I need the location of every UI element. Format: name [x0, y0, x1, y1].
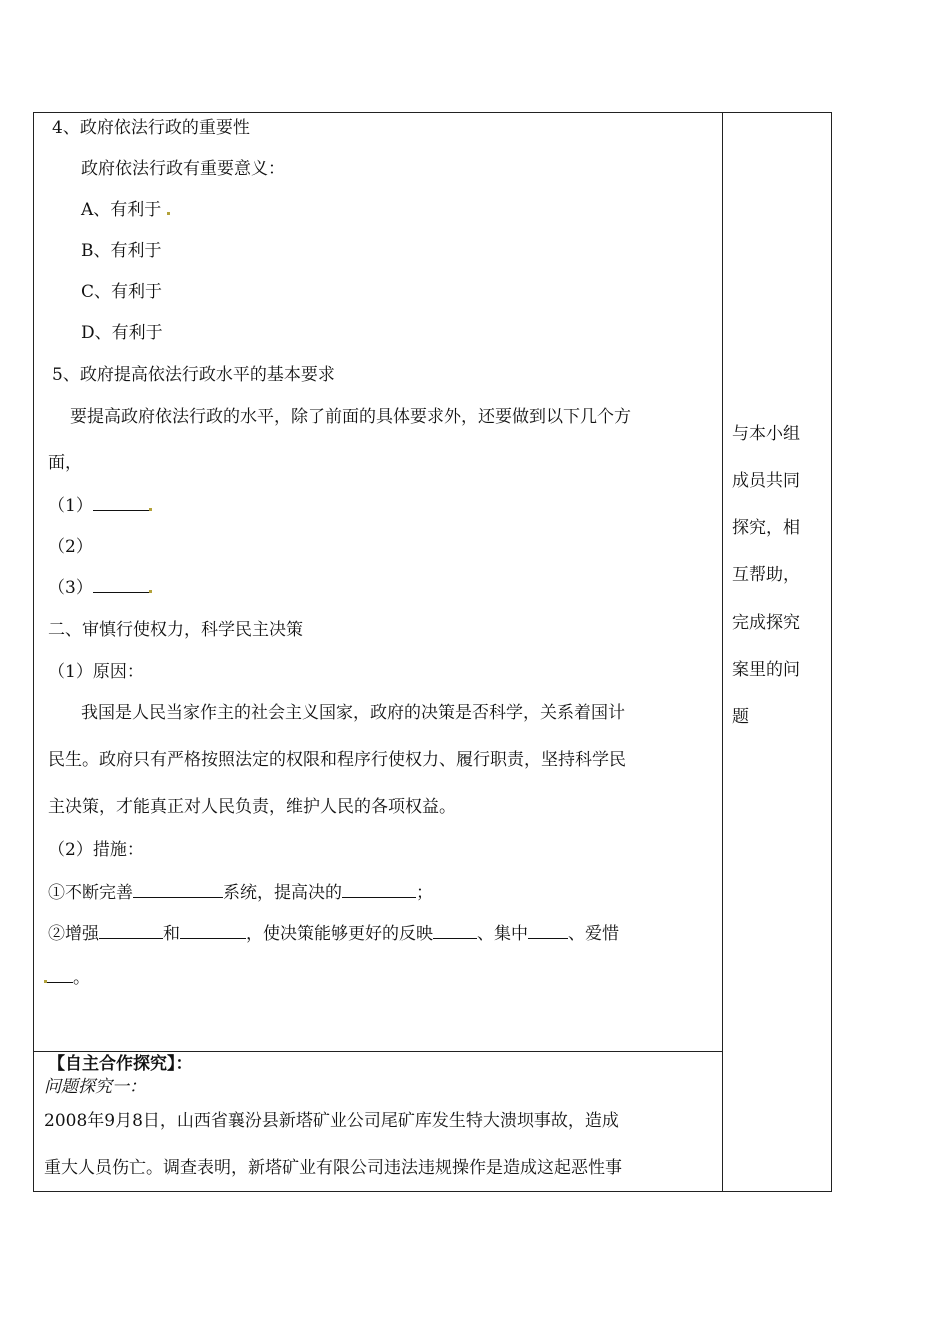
sidebar-line-3: 探究，相 — [732, 518, 800, 538]
section4-item-a: A、有利于 — [81, 200, 170, 220]
measure-2: ②增强 和 ，使决策能够更好的反映 、集中 、爱惜 — [48, 924, 619, 944]
answer-blank — [93, 496, 149, 511]
marker-dot — [149, 508, 152, 511]
part2-heading: 二、审慎行使权力，科学民主决策 — [48, 620, 303, 640]
sidebar-line-4: 互帮助， — [732, 565, 800, 585]
reason-line1: 我国是人民当家作主的社会主义国家，政府的决策是否科学，关系着国计 — [81, 703, 625, 723]
answer-blank — [133, 883, 223, 898]
measure-2-cont: 。 — [44, 968, 90, 988]
sidebar-line-1: 与本小组 — [732, 424, 800, 444]
section4-intro: 政府依法行政有重要意义： — [81, 159, 285, 179]
reason-line3: 主决策，才能真正对人民负责，维护人民的各项权益。 — [48, 797, 456, 817]
answer-blank — [180, 924, 246, 939]
section5-item-2: （2） — [48, 537, 93, 557]
section4-item-b: B、有利于 — [81, 241, 162, 261]
column-divider — [722, 113, 723, 1191]
sidebar-line-2: 成员共同 — [732, 471, 800, 491]
explore-line1: 2008年9月8日，山西省襄汾县新塔矿业公司尾矿库发生特大溃坝事故，造成 — [44, 1111, 619, 1131]
answer-blank — [528, 924, 568, 939]
explore-question: 问题探究一： — [44, 1077, 146, 1097]
section4-heading: 4、政府依法行政的重要性 — [52, 118, 250, 138]
worksheet-table — [33, 112, 832, 1192]
sidebar-line-5: 完成探究 — [732, 613, 800, 633]
section4-item-c: C、有利于 — [81, 282, 163, 302]
reason-line2: 民生。政府只有严格按照法定的权限和程序行使权力、履行职责，坚持科学民 — [48, 750, 626, 770]
marker-dot — [149, 590, 152, 593]
section5-heading: 5、政府提高依法行政水平的基本要求 — [52, 365, 335, 385]
answer-blank — [433, 924, 477, 939]
section5-para-line2: 面， — [48, 453, 82, 473]
answer-blank — [99, 924, 163, 939]
marker-dot — [167, 212, 170, 215]
section5-item-3: （3） — [48, 578, 152, 598]
reason-label: （1）原因： — [48, 662, 144, 682]
row-divider — [34, 1051, 722, 1052]
section5-item-1: （1） — [48, 496, 152, 516]
sidebar-line-6: 案里的问 — [732, 660, 800, 680]
section5-para-line1: 要提高政府依法行政的水平，除了前面的具体要求外，还要做到以下几个方 — [70, 407, 631, 427]
measures-label: （2）措施： — [48, 840, 144, 860]
answer-blank — [47, 968, 73, 983]
sidebar-line-7: 题 — [732, 707, 749, 727]
section4-item-d: D、有利于 — [81, 323, 163, 343]
explore-line2: 重大人员伤亡。调查表明，新塔矿业有限公司违法违规操作是造成这起恶性事 — [44, 1158, 622, 1178]
answer-blank — [93, 578, 149, 593]
explore-heading: 【自主合作探究】： — [48, 1054, 193, 1074]
answer-blank — [342, 883, 416, 898]
measure-1: ①不断完善 系统，提高决的 ； — [48, 883, 433, 903]
